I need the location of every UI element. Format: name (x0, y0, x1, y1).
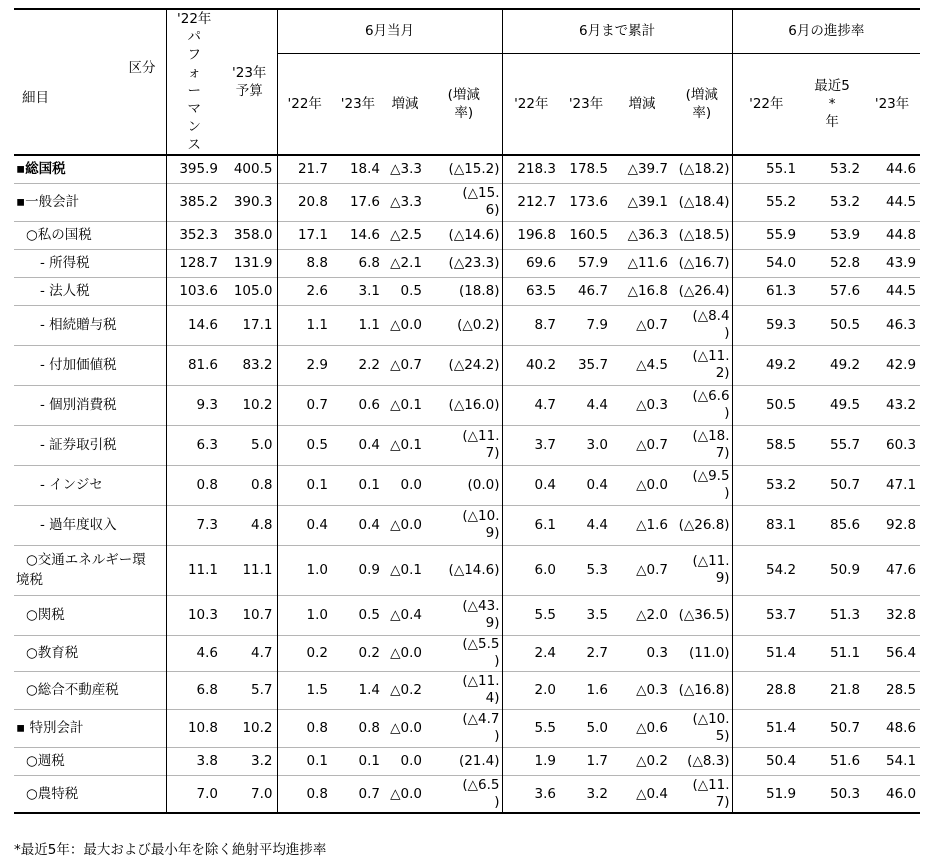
cell-month-22: 1.0 (306, 562, 328, 578)
cell-cum-23: 5.3 (586, 562, 609, 578)
cell-progress-23: 44.8 (886, 227, 917, 243)
cell-month-23: 0.1 (358, 477, 380, 493)
cell-month-change: △0.0 (390, 317, 422, 333)
cell-progress-23: 56.4 (886, 645, 917, 661)
cell-progress-22: 51.4 (766, 645, 797, 661)
cell-progress-22: 58.5 (766, 437, 797, 453)
table-row (14, 155, 920, 183)
cell-month-change: △0.1 (390, 562, 422, 578)
header-budget23: '23年 予算 (222, 9, 277, 155)
footnote: *最近5年：最大および最小年を除く絶射平均進捗率 (14, 842, 327, 858)
table-row (14, 709, 920, 747)
row-label: ▪一般会計 (14, 183, 166, 221)
cell-budget23: 10.7 (222, 595, 277, 635)
cell-cum-rate: (△11. 9) (672, 545, 732, 595)
cell-cum-change: △39.1 (627, 194, 669, 210)
cell-perf22: 14.6 (187, 317, 218, 333)
cell-progress-recent5: 49.5 (830, 397, 861, 413)
cell-month-change: △3.3 (390, 161, 422, 178)
row-label: ○週税 (14, 747, 166, 775)
cell-month-22: 0.8 (306, 720, 328, 736)
cell-cum-change: △0.3 (636, 397, 669, 413)
table-row (14, 425, 920, 465)
cell-cum-22: 3.6 (534, 785, 557, 802)
cell-perf22: 81.6 (187, 357, 218, 373)
cell-cum-rate: (△36.5) (672, 595, 732, 635)
cell-cum-change: △0.2 (636, 753, 669, 769)
cell-budget23: 5.0 (222, 425, 277, 465)
cell-progress-recent5: 50.7 (830, 720, 861, 736)
cell-progress-recent5: 85.6 (830, 517, 861, 533)
cell-perf22: 128.7 (179, 255, 218, 271)
cell-cum-change: △0.0 (636, 477, 669, 493)
cell-progress-recent5: 50.7 (830, 477, 861, 493)
cell-cum-rate: (△16.8) (672, 671, 732, 709)
cell-progress-recent5: 51.3 (830, 607, 861, 623)
cell-cum-23: 7.9 (586, 317, 609, 333)
cell-cum-23: 3.2 (586, 785, 609, 802)
header-saimoku-label: 細目 (22, 90, 49, 106)
cell-month-change: △3.3 (390, 194, 422, 210)
cell-progress-23: 48.6 (886, 720, 917, 736)
cell-month-change: △0.0 (390, 785, 422, 802)
cell-month-23: 1.4 (358, 682, 380, 698)
table-row (14, 747, 920, 775)
cell-progress-recent5: 50.9 (830, 562, 861, 578)
header-category (14, 9, 166, 155)
cell-month-rate: (△15.2) (426, 155, 502, 183)
cell-cum-22: 5.5 (534, 607, 557, 623)
cell-progress-23: 44.6 (886, 161, 917, 178)
row-label: - 相続贈与税 (14, 305, 166, 345)
cell-cum-rate: (△26.4) (672, 277, 732, 305)
cell-perf22: 352.3 (179, 227, 218, 243)
cell-cum-23: 3.0 (586, 437, 609, 453)
cell-cum-23: 1.7 (586, 753, 609, 769)
cell-month-change: 0.0 (400, 753, 422, 769)
cell-cum-23: 5.0 (586, 720, 609, 736)
cell-progress-23: 60.3 (886, 437, 917, 453)
cell-month-change: △0.4 (390, 607, 422, 623)
cell-progress-22: 55.2 (766, 194, 797, 210)
header-month-22: '22年 (287, 95, 322, 112)
cell-progress-22: 51.4 (766, 720, 797, 736)
cell-month-22: 0.4 (306, 517, 328, 533)
cell-month-rate: (△24.2) (426, 345, 502, 385)
cell-perf22: 10.8 (187, 720, 218, 736)
cell-month-change: △0.2 (390, 682, 422, 698)
cell-month-22: 0.1 (306, 477, 328, 493)
cell-perf22: 11.1 (187, 562, 218, 578)
cell-cum-22: 69.6 (525, 255, 557, 271)
row-label: ○教育税 (14, 635, 166, 671)
table-row (14, 249, 920, 277)
table-row (14, 505, 920, 545)
cell-cum-23: 46.7 (577, 283, 609, 299)
cell-cum-22: 2.4 (534, 645, 557, 661)
cell-month-22: 2.9 (306, 357, 328, 373)
cell-cum-23: 2.7 (586, 645, 609, 661)
cell-progress-23: 43.9 (886, 255, 917, 271)
cell-progress-22: 55.1 (766, 161, 797, 178)
cell-budget23: 5.7 (222, 671, 277, 709)
cell-cum-rate: (△18.5) (672, 221, 732, 249)
cell-budget23: 10.2 (222, 385, 277, 425)
cell-cum-23: 57.9 (577, 255, 609, 271)
cell-cum-rate: (△8.4 ) (672, 305, 732, 345)
cell-cum-rate: (△8.3) (672, 747, 732, 775)
cell-perf22: 395.9 (179, 161, 218, 178)
table-row (14, 345, 920, 385)
cell-progress-recent5: 53.2 (830, 161, 861, 178)
cell-progress-recent5: 50.5 (830, 317, 861, 333)
cell-budget23: 131.9 (222, 249, 277, 277)
row-label: ▪ 特別会計 (14, 709, 166, 747)
cell-progress-22: 50.5 (766, 397, 797, 413)
header-month-change: 増減 (391, 95, 419, 112)
cell-budget23: 4.7 (222, 635, 277, 671)
cell-month-rate: (△4.7 ) (426, 709, 502, 747)
cell-month-23: 0.8 (358, 720, 380, 736)
cell-cum-rate: (△6.6 ) (672, 385, 732, 425)
cell-budget23: 17.1 (222, 305, 277, 345)
cell-progress-22: 55.9 (766, 227, 797, 243)
cell-cum-change: △39.7 (627, 161, 669, 178)
cell-cum-change: 0.3 (646, 645, 669, 661)
cell-perf22: 7.3 (196, 517, 218, 533)
cell-cum-change: △0.4 (636, 785, 669, 802)
cell-budget23: 400.5 (222, 155, 277, 183)
cell-month-22: 0.1 (306, 753, 328, 769)
cell-progress-23: 46.0 (886, 785, 917, 802)
cell-perf22: 385.2 (179, 194, 218, 210)
cell-cum-23: 0.4 (586, 477, 609, 493)
header-progress-recent5: 最近5 * 年 (814, 77, 850, 130)
cell-perf22: 6.3 (196, 437, 218, 453)
cell-progress-22: 28.8 (766, 682, 797, 698)
cell-cum-23: 4.4 (586, 517, 609, 533)
cell-month-23: 0.9 (358, 562, 380, 578)
cell-cum-change: △36.3 (627, 227, 669, 243)
cell-month-change: △0.0 (390, 645, 422, 661)
cell-progress-recent5: 21.8 (830, 682, 861, 698)
cell-cum-rate: (△11. 7) (672, 775, 732, 813)
cell-budget23: 105.0 (222, 277, 277, 305)
cell-cum-change: △0.7 (636, 562, 669, 578)
cell-cum-23: 178.5 (569, 161, 609, 178)
cell-budget23: 83.2 (222, 345, 277, 385)
cell-cum-rate: (△16.7) (672, 249, 732, 277)
header-month-rate: (増減 率) (426, 53, 502, 155)
header-progress-22: '22年 (749, 95, 784, 112)
header-cum-rate: (増減 率) (672, 53, 732, 155)
cell-budget23: 3.2 (222, 747, 277, 775)
cell-progress-recent5: 51.1 (830, 645, 861, 661)
cell-month-22: 21.7 (297, 161, 328, 178)
cell-month-22: 0.8 (306, 785, 328, 802)
cell-progress-22: 50.4 (766, 753, 797, 769)
cell-progress-23: 47.1 (886, 477, 917, 493)
cell-cum-rate: (△10. 5) (672, 709, 732, 747)
cell-month-23: 0.2 (358, 645, 380, 661)
cell-month-change: 0.5 (400, 283, 422, 299)
cell-cum-change: △4.5 (636, 357, 669, 373)
header-progress-23: '23年 (874, 95, 910, 112)
row-label: ○総合不動産税 (14, 671, 166, 709)
cell-month-23: 3.1 (358, 283, 380, 299)
cell-month-23: 0.5 (358, 607, 380, 623)
cell-month-rate: (18.8) (426, 277, 502, 305)
cell-month-rate: (△14.6) (426, 221, 502, 249)
table-row (14, 671, 920, 709)
cell-progress-22: 83.1 (766, 517, 797, 533)
cell-month-23: 0.1 (358, 753, 380, 769)
cell-budget23: 390.3 (222, 183, 277, 221)
cell-progress-recent5: 52.8 (830, 255, 861, 271)
cell-cum-change: △0.3 (636, 682, 669, 698)
cell-progress-23: 44.5 (886, 283, 917, 299)
header-group-month: 6月当月 (277, 9, 502, 53)
header-month-23: '23年 (340, 95, 376, 112)
table-row (14, 277, 920, 305)
header-cum-22: '22年 (514, 95, 549, 112)
row-label: ○関税 (14, 595, 166, 635)
cell-progress-23: 46.3 (886, 317, 917, 333)
table-body (14, 155, 920, 813)
cell-perf22: 9.3 (196, 397, 218, 413)
cell-month-rate: (△43. 9) (426, 595, 502, 635)
table-row (14, 465, 920, 505)
table-row (14, 221, 920, 249)
cell-cum-22: 218.3 (517, 161, 557, 178)
cell-month-rate: (△11. 7) (426, 425, 502, 465)
cell-month-23: 14.6 (349, 227, 380, 243)
cell-month-23: 1.1 (358, 317, 380, 333)
table-row (14, 775, 920, 813)
cell-budget23: 10.2 (222, 709, 277, 747)
cell-month-22: 1.5 (306, 682, 328, 698)
cell-month-23: 0.7 (358, 785, 380, 802)
cell-cum-22: 40.2 (525, 357, 557, 373)
table-row (14, 635, 920, 671)
cell-month-change: △0.0 (390, 517, 422, 533)
cell-cum-rate: (11.0) (672, 635, 732, 671)
header-perf22: '22年 パ フ ォ ー マ ン ス (166, 9, 222, 155)
cell-month-rate: (△14.6) (426, 545, 502, 595)
cell-cum-change: △11.6 (627, 255, 669, 271)
cell-budget23: 0.8 (222, 465, 277, 505)
cell-progress-recent5: 49.2 (830, 357, 861, 373)
cell-month-23: 0.4 (358, 517, 380, 533)
cell-progress-recent5: 50.3 (830, 785, 861, 802)
cell-month-rate: (△16.0) (426, 385, 502, 425)
cell-perf22: 4.6 (196, 645, 218, 661)
cell-progress-22: 49.2 (766, 357, 797, 373)
cell-cum-change: △2.0 (636, 607, 669, 623)
header-cum-change: 増減 (628, 95, 656, 112)
header-group-cumulative: 6月まで累計 (502, 9, 732, 53)
header-kubun-label: 区分 (128, 60, 156, 76)
cell-month-change: △0.1 (390, 397, 422, 413)
cell-month-change: △0.1 (390, 437, 422, 453)
cell-progress-23: 32.8 (886, 607, 917, 623)
cell-progress-23: 92.8 (886, 517, 917, 533)
row-label: - 証券取引税 (14, 425, 166, 465)
cell-budget23: 7.0 (222, 775, 277, 813)
cell-month-22: 2.6 (306, 283, 328, 299)
cell-cum-change: △16.8 (627, 283, 669, 299)
cell-cum-22: 3.7 (534, 437, 557, 453)
cell-progress-recent5: 53.2 (830, 194, 861, 210)
cell-month-rate: (△11. 4) (426, 671, 502, 709)
row-label: ○農特税 (14, 775, 166, 813)
cell-cum-22: 63.5 (525, 283, 557, 299)
row-label: ○私の国税 (14, 221, 166, 249)
cell-cum-23: 35.7 (577, 357, 609, 373)
cell-progress-23: 44.5 (886, 194, 917, 210)
cell-month-change: △2.5 (390, 227, 422, 243)
cell-progress-recent5: 57.6 (830, 283, 861, 299)
cell-budget23: 11.1 (222, 545, 277, 595)
cell-cum-22: 2.0 (534, 682, 557, 698)
cell-perf22: 3.8 (196, 753, 218, 769)
cell-perf22: 7.0 (196, 785, 218, 802)
cell-perf22: 6.8 (196, 682, 218, 698)
cell-perf22: 0.8 (196, 477, 218, 493)
cell-month-23: 0.6 (358, 397, 380, 413)
cell-progress-22: 54.2 (766, 562, 797, 578)
table-row (14, 545, 920, 595)
cell-progress-22: 54.0 (766, 255, 797, 271)
cell-cum-rate: (△9.5 ) (672, 465, 732, 505)
cell-cum-change: △0.6 (636, 720, 669, 736)
cell-month-change: △0.0 (390, 720, 422, 736)
cell-progress-recent5: 55.7 (830, 437, 861, 453)
cell-cum-22: 0.4 (534, 477, 557, 493)
cell-budget23: 358.0 (222, 221, 277, 249)
cell-month-22: 8.8 (306, 255, 328, 271)
cell-cum-rate: (△11. 2) (672, 345, 732, 385)
cell-progress-23: 47.6 (886, 562, 917, 578)
cell-month-rate: (△6.5 ) (426, 775, 502, 813)
table-row (14, 595, 920, 635)
cell-month-rate: (△0.2) (426, 305, 502, 345)
cell-progress-22: 51.9 (766, 785, 797, 802)
cell-month-22: 0.7 (306, 397, 328, 413)
cell-cum-22: 8.7 (534, 317, 557, 333)
header-group-progress: 6月の進捗率 (732, 9, 920, 53)
cell-cum-22: 212.7 (517, 194, 557, 210)
cell-cum-23: 160.5 (569, 227, 609, 243)
cell-cum-22: 5.5 (534, 720, 557, 736)
cell-month-rate: (21.4) (426, 747, 502, 775)
cell-cum-22: 196.8 (517, 227, 557, 243)
table-row (14, 183, 920, 221)
cell-cum-change: △1.6 (636, 517, 669, 533)
cell-progress-23: 54.1 (886, 753, 917, 769)
cell-cum-23: 1.6 (586, 682, 609, 698)
cell-month-22: 1.0 (306, 607, 328, 623)
cell-month-change: 0.0 (400, 477, 422, 493)
cell-month-rate: (△5.5 ) (426, 635, 502, 671)
cell-progress-recent5: 51.6 (830, 753, 861, 769)
cell-progress-22: 61.3 (766, 283, 797, 299)
cell-progress-recent5: 53.9 (830, 227, 861, 243)
cell-month-change: △2.1 (390, 255, 422, 271)
cell-cum-23: 173.6 (569, 194, 609, 210)
cell-cum-22: 4.7 (534, 397, 557, 413)
row-label: - 所得税 (14, 249, 166, 277)
cell-month-22: 1.1 (306, 317, 328, 333)
cell-month-23: 0.4 (358, 437, 380, 453)
row-label: - 個別消費税 (14, 385, 166, 425)
row-label: ▪総国税 (14, 155, 166, 183)
cell-budget23: 4.8 (222, 505, 277, 545)
cell-perf22: 103.6 (179, 283, 218, 299)
cell-cum-rate: (△18.2) (672, 155, 732, 183)
cell-perf22: 10.3 (187, 607, 218, 623)
cell-month-23: 2.2 (358, 357, 380, 373)
cell-cum-22: 6.1 (534, 517, 557, 533)
row-label: - 法人税 (14, 277, 166, 305)
cell-cum-rate: (△26.8) (672, 505, 732, 545)
cell-month-23: 18.4 (349, 161, 380, 178)
table-row (14, 385, 920, 425)
cell-cum-change: △0.7 (636, 317, 669, 333)
cell-month-23: 17.6 (349, 194, 380, 210)
cell-month-rate: (△23.3) (426, 249, 502, 277)
cell-cum-rate: (△18. 7) (672, 425, 732, 465)
cell-cum-change: △0.7 (636, 437, 669, 453)
row-label: - インジセ (14, 465, 166, 505)
cell-progress-22: 59.3 (766, 317, 797, 333)
cell-progress-23: 42.9 (886, 357, 917, 373)
tax-revenue-table (14, 8, 920, 814)
cell-month-22: 0.2 (306, 645, 328, 661)
row-label: - 過年度収入 (14, 505, 166, 545)
cell-month-22: 17.1 (297, 227, 328, 243)
cell-month-22: 0.5 (306, 437, 328, 453)
table-row (14, 305, 920, 345)
cell-month-23: 6.8 (358, 255, 380, 271)
row-label: ○交通エネルギー環 境税 (14, 545, 166, 595)
header-cum-23: '23年 (568, 95, 604, 112)
cell-month-rate: (△15. 6) (426, 183, 502, 221)
cell-progress-22: 53.2 (766, 477, 797, 493)
cell-month-rate: (0.0) (426, 465, 502, 505)
cell-cum-23: 3.5 (586, 607, 609, 623)
cell-month-22: 20.8 (297, 194, 328, 210)
row-label: - 付加価値税 (14, 345, 166, 385)
cell-cum-23: 4.4 (586, 397, 609, 413)
cell-progress-23: 43.2 (886, 397, 917, 413)
cell-month-change: △0.7 (390, 357, 422, 373)
cell-cum-22: 1.9 (534, 753, 557, 769)
cell-month-rate: (△10. 9) (426, 505, 502, 545)
cell-cum-22: 6.0 (534, 562, 557, 578)
cell-progress-22: 53.7 (766, 607, 797, 623)
cell-cum-rate: (△18.4) (672, 183, 732, 221)
cell-progress-23: 28.5 (886, 682, 917, 698)
